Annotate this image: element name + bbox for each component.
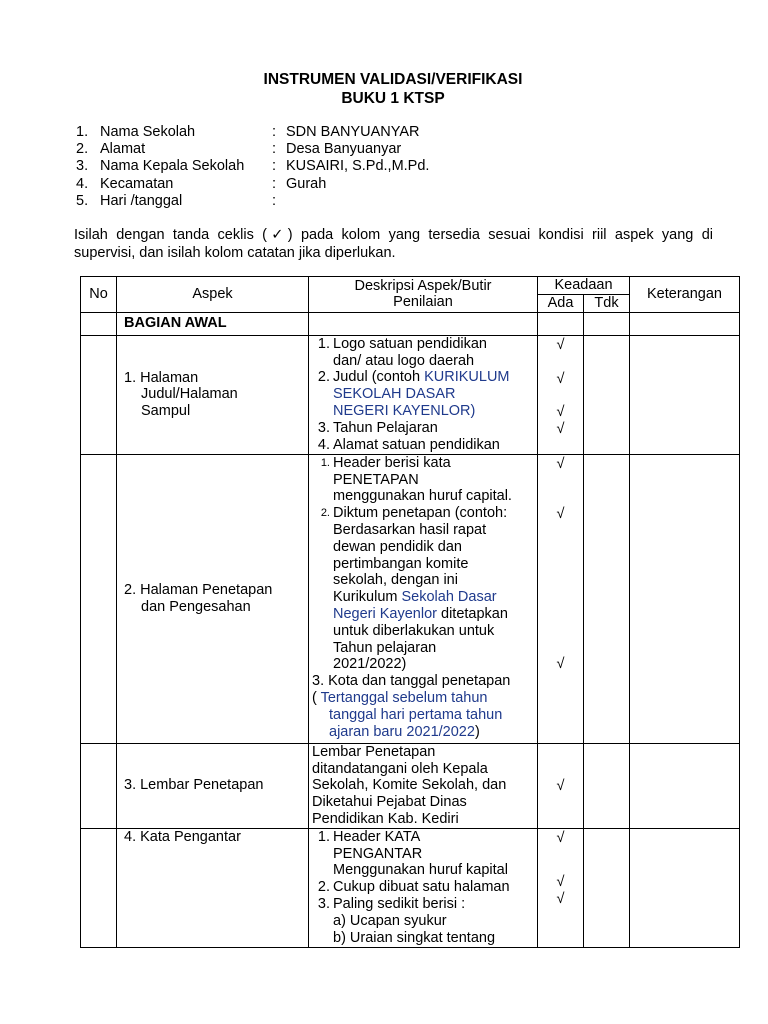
info-label: Alamat [100, 141, 146, 158]
item-text: PENGANTAR [333, 845, 423, 862]
item-text: Sekolah, Komite Sekolah, dan [312, 777, 507, 794]
deskripsi-kata-pengantar [309, 828, 538, 947]
header-deskripsi [309, 277, 538, 313]
cell-tdk [584, 743, 630, 828]
cell-tdk [584, 828, 630, 947]
item-text-highlight: Tertanggal sebelum tahun [320, 689, 488, 706]
info-label: Kecamatan [100, 175, 174, 192]
item-text-highlight: Negeri Kayenlor [333, 605, 437, 622]
item-text: ( [312, 689, 321, 706]
cell-tdk [584, 312, 630, 335]
item-text: Diketahui Pejabat Dinas [312, 794, 467, 811]
header-ada: Ada [538, 295, 584, 313]
info-row-kepala-sekolah [76, 158, 429, 175]
cell-no [81, 312, 117, 335]
cell-no [81, 454, 117, 743]
aspek-line: dan Pengesahan [141, 598, 251, 615]
aspek-line: Judul/Halaman [141, 386, 238, 403]
check-mark: √ [556, 829, 565, 846]
cell-ada [538, 312, 584, 335]
section-row [81, 312, 740, 335]
cell-keterangan [630, 312, 740, 335]
item-text: ditandatangani oleh Kepala [312, 760, 488, 777]
info-value-kecamatan: Gurah [286, 175, 327, 192]
table-header-row [81, 277, 740, 295]
list-item [312, 690, 534, 740]
table-row [81, 743, 740, 828]
item-text: menggunakan huruf capital. [333, 488, 512, 505]
item-number: 1. [317, 335, 330, 352]
item-text: a) Ucapan syukur [333, 912, 447, 929]
cell-no [81, 743, 117, 828]
info-value-alamat: Desa Banyuanyar [286, 141, 402, 158]
info-label: Hari /tanggal [100, 192, 183, 209]
item-text-highlight: ajaran baru 2021/2022 [329, 723, 475, 740]
info-row-nama-sekolah [76, 124, 429, 141]
info-row-hari-tanggal [76, 193, 429, 210]
list-item [312, 829, 534, 879]
item-text: b) Uraian singkat tentang [333, 929, 496, 946]
item-text: pertimbangan komite [333, 555, 469, 572]
cell-no [81, 828, 117, 947]
aspek-line: Sampul [141, 403, 191, 420]
header-no: No [81, 277, 117, 313]
list-item [312, 369, 534, 419]
check-mark: √ [556, 777, 565, 794]
header-keadaan: Keadaan [538, 277, 630, 295]
cell-tdk [584, 335, 630, 454]
item-text: dewan pendidik dan [333, 538, 462, 555]
item-text: Tahun Pelajaran [333, 419, 438, 436]
check-mark: √ [556, 336, 565, 353]
item-text-highlight: tanggal hari pertama tahun [329, 706, 503, 723]
info-colon: : [272, 124, 277, 140]
cell-tdk [584, 454, 630, 743]
item-text: Pendidikan Kab. Kediri [312, 810, 459, 827]
item-text: ditetapkan [436, 605, 508, 622]
item-text: PENETAPAN [333, 471, 419, 488]
instruction-line-1: Isilah dengan tanda ceklis (✓) pada kolom yang tersedia sesuai kondisi riil aspek yang di [74, 227, 713, 243]
cell-keterangan [630, 828, 740, 947]
item-text: sekolah, dengan ini [333, 572, 458, 589]
info-value-kepala-sekolah: KUSAIRI, S.Pd.,M.Pd. [286, 158, 430, 175]
item-number: 1. [317, 828, 330, 845]
info-label: Nama Kepala Sekolah [100, 158, 245, 175]
list-item [312, 336, 534, 370]
item-text-highlight: NEGERI KAYENLOR) [333, 402, 476, 419]
item-number: 1. [320, 456, 330, 469]
item-text: Lembar Penetapan [312, 743, 436, 760]
item-text-highlight: SEKOLAH DASAR [333, 386, 456, 403]
cell-no [81, 335, 117, 454]
info-row-kecamatan [76, 176, 429, 193]
check-mark: √ [556, 873, 565, 890]
deskripsi-lembar-penetapan [309, 743, 538, 828]
item-text: Kurikulum [333, 589, 402, 606]
aspek-lembar-penetapan: 3. Lembar Penetapan [117, 743, 309, 828]
cell-ada [538, 743, 584, 828]
item-text: 2021/2022) [333, 656, 407, 673]
item-text-highlight: KURIKULUM [424, 369, 510, 386]
validation-table [80, 276, 740, 948]
info-colon: : [272, 175, 277, 192]
check-mark: √ [556, 370, 565, 387]
aspek-halaman-judul [117, 335, 309, 454]
item-text: dan/ atau logo daerah [333, 352, 475, 369]
aspek-line: 1. Halaman [124, 369, 199, 386]
document-title: INSTRUMEN VALIDASI/VERIFIKASI [263, 71, 523, 88]
item-text: Berdasarkan hasil rapat [333, 521, 487, 538]
table-row [81, 828, 740, 947]
info-colon: : [272, 158, 277, 175]
item-text-highlight: Sekolah Dasar [401, 589, 497, 606]
info-row-alamat [76, 141, 429, 158]
item-number: 2. [320, 507, 330, 520]
document-subtitle: BUKU 1 KTSP [341, 90, 445, 107]
check-mark: √ [556, 455, 565, 472]
instruction-paragraph [74, 226, 713, 262]
section-label: BAGIAN AWAL [117, 312, 309, 335]
item-text: Paling sedikit berisi : [333, 895, 466, 912]
info-number: 2. [76, 141, 89, 158]
instruction-line-2: supervisi, dan isilah kolom catatan jika diperlukan. [74, 245, 396, 261]
check-mark: √ [556, 505, 565, 522]
header-deskripsi-line-2: Penilaian [393, 294, 453, 311]
info-colon: : [272, 141, 277, 158]
item-text: Cukup dibuat satu halaman [333, 879, 510, 896]
header-keterangan: Keterangan [630, 277, 740, 313]
cell-ada [538, 335, 584, 454]
item-text: Tahun pelajaran [333, 639, 437, 656]
list-item [312, 437, 534, 454]
table-row [81, 335, 740, 454]
check-mark: √ [556, 403, 565, 420]
list-item [312, 896, 534, 946]
info-value-nama-sekolah: SDN BANYUANYAR [286, 124, 420, 140]
item-number: 3. [317, 419, 330, 436]
item-text: Menggunakan huruf kapital [333, 862, 508, 879]
info-number: 3. [76, 158, 89, 175]
info-number: 1. [76, 124, 89, 140]
item-text: Logo satuan pendidikan [333, 335, 487, 352]
item-text: Diktum penetapan (contoh: [333, 505, 508, 522]
item-number: 2. [317, 369, 330, 386]
header-deskripsi-line-1: Deskripsi Aspek/Butir [354, 277, 492, 294]
cell-keterangan [630, 743, 740, 828]
item-number: 4. [317, 436, 330, 453]
header-aspek: Aspek [117, 277, 309, 313]
item-text: Alamat satuan pendidikan [333, 436, 500, 453]
item-number: 3. [317, 895, 330, 912]
item-text: Judul (contoh [333, 369, 425, 386]
info-number: 4. [76, 175, 89, 192]
deskripsi-halaman-penetapan [309, 454, 538, 743]
check-mark: √ [556, 655, 565, 672]
list-item [312, 879, 534, 896]
item-text: Header KATA [333, 828, 421, 845]
item-number: 2. [317, 879, 330, 896]
list-item: 3. Kota dan tanggal penetapan [312, 673, 511, 690]
list-item [312, 455, 534, 505]
list-item [312, 420, 534, 437]
info-colon: : [272, 192, 277, 209]
cell-keterangan [630, 454, 740, 743]
aspek-line: 2. Halaman Penetapan [124, 582, 273, 598]
item-text: Header berisi kata [333, 454, 451, 471]
aspek-halaman-penetapan [117, 454, 309, 743]
deskripsi-halaman-judul [309, 335, 538, 454]
info-number: 5. [76, 192, 89, 209]
header-tdk: Tdk [584, 295, 630, 313]
aspek-kata-pengantar: 4. Kata Pengantar [117, 828, 309, 947]
school-info [76, 124, 429, 210]
check-mark: √ [556, 420, 565, 437]
cell-ada [538, 828, 584, 947]
table-row [81, 454, 740, 743]
item-text: ) [474, 723, 480, 740]
item-text: untuk diberlakukan untuk [333, 622, 495, 639]
list-item [312, 505, 534, 673]
cell-deskripsi [309, 312, 538, 335]
info-label: Nama Sekolah [100, 124, 196, 140]
check-mark: √ [556, 890, 565, 907]
cell-keterangan [630, 335, 740, 454]
cell-ada [538, 454, 584, 743]
